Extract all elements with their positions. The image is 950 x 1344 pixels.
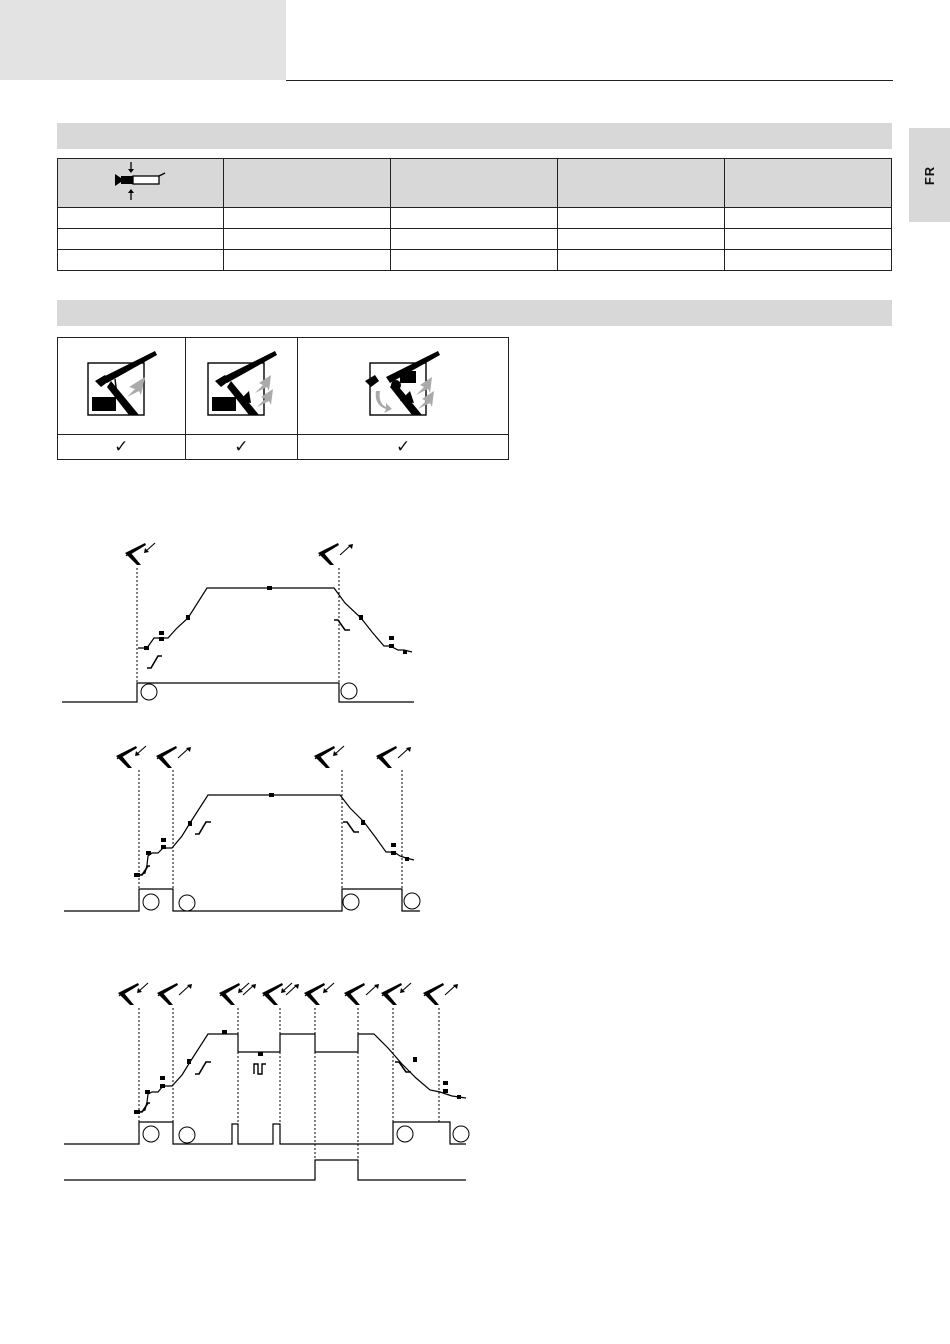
- position-icons-row: [58, 338, 509, 435]
- position-icon-cell: [58, 338, 186, 435]
- position-icon-cell: [298, 338, 509, 435]
- torch-press-release-icon: [262, 983, 299, 1005]
- position-check: ✓: [58, 435, 186, 460]
- table-cell: [725, 250, 892, 271]
- position-checks-row: [58, 435, 509, 460]
- torch-release-icon: [157, 983, 192, 1005]
- table-cell: [391, 250, 558, 271]
- table-cell: [391, 229, 558, 250]
- table-cell: [58, 250, 224, 271]
- torch-release-icon: [344, 983, 379, 1005]
- table-header-cell: [391, 159, 558, 208]
- material-thickness-icon: [113, 160, 169, 202]
- table-header-cell: [58, 159, 224, 208]
- table-cell: [224, 229, 391, 250]
- table-cell: [725, 229, 892, 250]
- 4T-log-cycle-diagram: [55, 975, 475, 1190]
- torch-press-icon: [118, 983, 148, 1005]
- position-check: ✓: [185, 435, 298, 460]
- torch-release-icon: [318, 543, 353, 565]
- torch-press-icon: [314, 746, 344, 768]
- table-header-cell: [725, 159, 892, 208]
- all-positions-icon: [362, 351, 444, 417]
- horizontal-position-icon: [203, 351, 279, 417]
- header-rule: [286, 80, 893, 81]
- table-row: [58, 229, 892, 250]
- table-cell: [58, 208, 224, 229]
- torch-release-icon: [376, 746, 411, 768]
- flat-position-icon: [83, 351, 159, 417]
- thickness-table: [57, 158, 892, 271]
- 2T-cycle-diagram: [55, 535, 425, 710]
- torch-press-icon: [381, 983, 411, 1005]
- welding-position-table: [57, 337, 509, 460]
- table-row: [58, 208, 892, 229]
- table-cell: [58, 229, 224, 250]
- position-icon-cell: [185, 338, 298, 435]
- table-cell: [725, 208, 892, 229]
- torch-press-release-icon: [219, 983, 256, 1005]
- language-tab-label: FR: [922, 165, 937, 185]
- table-cell: [224, 250, 391, 271]
- language-tab[interactable]: [909, 128, 950, 222]
- table-header-cell: [224, 159, 391, 208]
- torch-release-icon: [156, 746, 191, 768]
- position-check: ✓: [298, 435, 509, 460]
- torch-press-icon: [116, 746, 146, 768]
- table-header-row: [58, 159, 892, 208]
- table-cell: [224, 208, 391, 229]
- table-cell: [391, 208, 558, 229]
- 4T-cycle-diagram: [55, 740, 435, 920]
- torch-release-icon: [423, 983, 458, 1005]
- table-header-cell: [558, 159, 725, 208]
- section-bar-thickness: [57, 123, 892, 149]
- header-block: [0, 0, 286, 80]
- section-bar-positions: [57, 300, 892, 326]
- torch-press-icon: [304, 983, 334, 1005]
- torch-press-icon: [125, 543, 155, 565]
- table-cell: [558, 250, 725, 271]
- table-cell: [558, 208, 725, 229]
- table-row: [58, 250, 892, 271]
- table-cell: [558, 229, 725, 250]
